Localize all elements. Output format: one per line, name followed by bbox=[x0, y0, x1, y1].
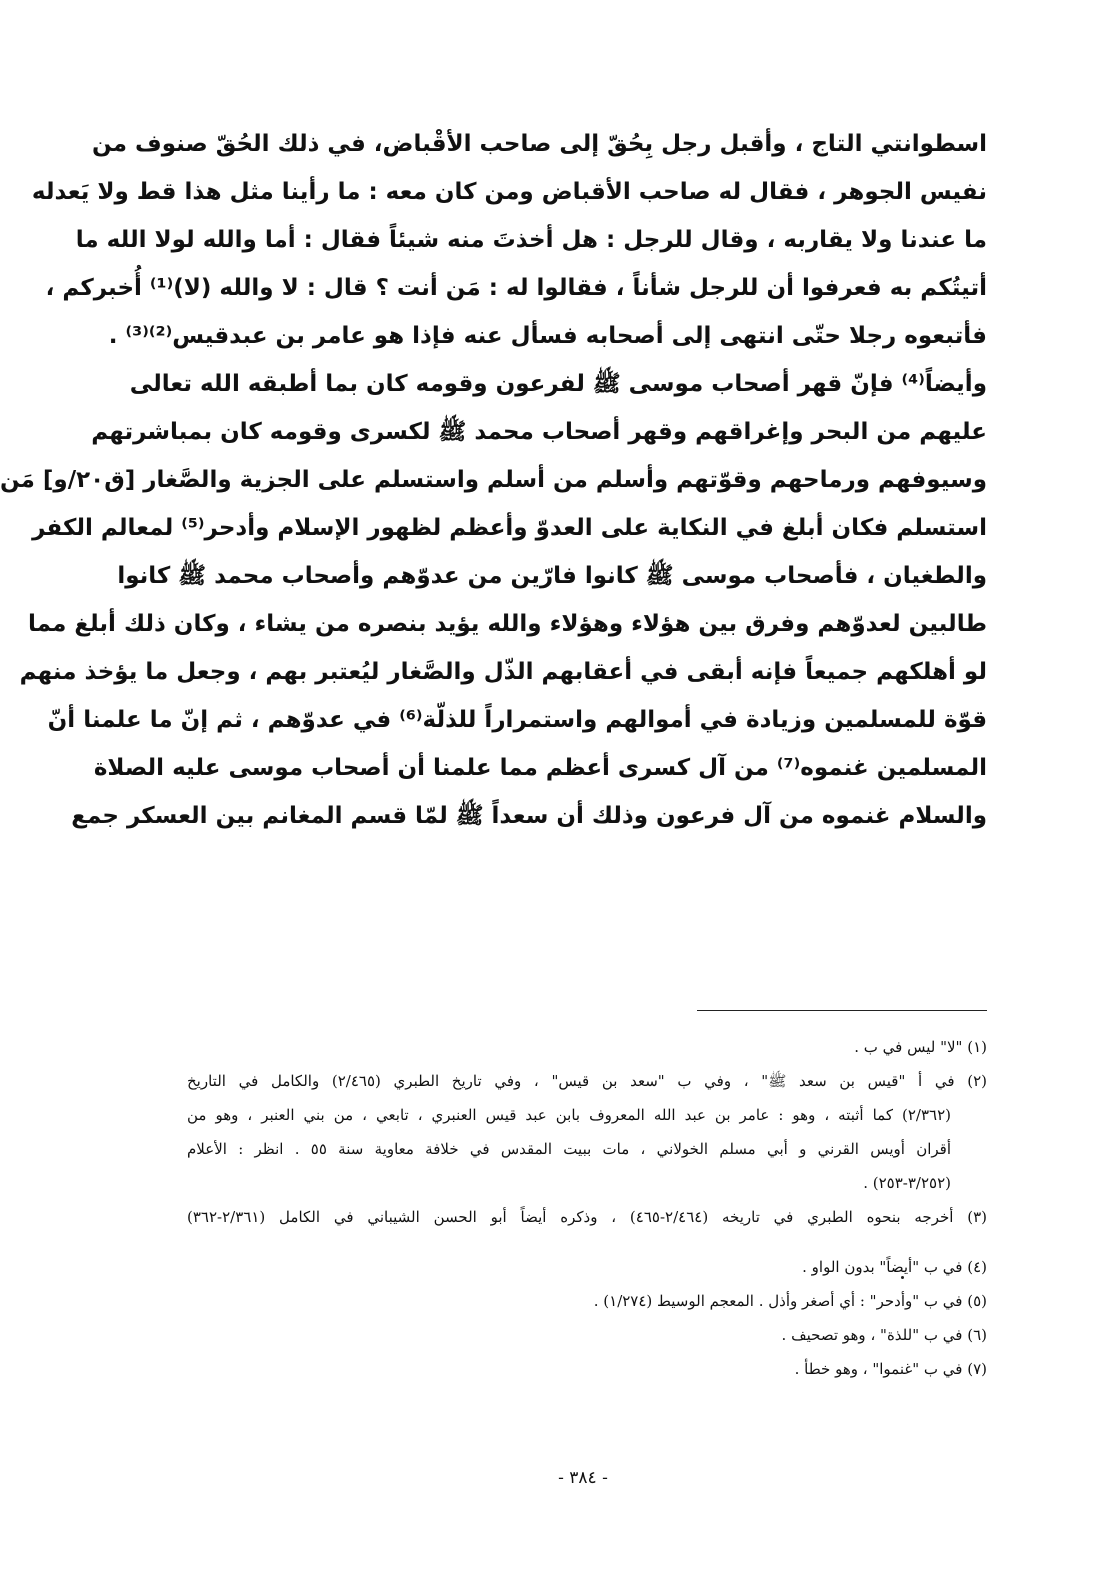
footnote-1: (١) "لا" ليس في ب . bbox=[854, 1038, 987, 1056]
text-line: نفيس الجوهر ، فقال له صاحب الأقباض ومن كان معه : ما رأينا مثل هذا قط ولا يَعدله bbox=[31, 179, 987, 205]
text-line: طالبين لعدوّهم وفرق بين هؤلاء وهؤلاء والله يؤيد بنصره من يشاء ، وكان ذلك أبلغ مما bbox=[28, 611, 987, 637]
text-line: والطغيان ، فأصحاب موسى ﷺ كانوا فارّين من عدوّهم وأصحاب محمد ﷺ كانوا bbox=[117, 563, 987, 589]
footnote-3: (٣) أخرجه بنحوه الطبري في تاريخه (٢/٤٦٤-٤٦٥) ، وذكره أيضاً أبو الحسن الشيباني في الكامل (٢/٣٦١-٣٦٢) bbox=[187, 1208, 987, 1226]
footnotes-section bbox=[187, 1030, 987, 1386]
text-line: لو أهلكهم جميعاً فإنه أبقى في أعقابهم الذّل والصَّغار ليُعتبر بهم ، وجعل ما يؤخذ منهم bbox=[19, 659, 987, 685]
text-line: وأيضاً⁽⁴⁾ فإنّ قهر أصحاب موسى ﷺ لفرعون وقومه كان بما أطبقه الله تعالى bbox=[129, 371, 987, 397]
text-line: اسطوانتي التاج ، وأقبل رجل بِحُقّ إلى صاحب الأقْباض، في ذلك الحُقّ صنوف من bbox=[92, 131, 987, 157]
print-mark bbox=[901, 1276, 904, 1279]
main-text-body bbox=[0, 120, 987, 840]
footnote-5: (٥) في ب "وأدحر" : أي أصغر وأذل . المعجم الوسيط (١/٢٧٤) . bbox=[593, 1292, 987, 1310]
text-line: أتيتُكم به فعرفوا أن للرجل شأناً ، فقالوا له : مَن أنت ؟ قال : لا والله (لا)⁽¹⁾ أُخبركم ، bbox=[45, 275, 987, 301]
text-line: المسلمين غنموه⁽⁷⁾ من آل كسرى أعظم مما علمنا أن أصحاب موسى عليه الصلاة bbox=[93, 755, 987, 781]
text-line: ما عندنا ولا يقاربه ، وقال للرجل : هل أخذتَ منه شيئاً فقال : أما والله لولا الله ما bbox=[75, 227, 987, 253]
footnote-4: (٤) في ب "أيضاً" بدون الواو . bbox=[802, 1258, 987, 1276]
text-line: وسيوفهم ورماحهم وقوّتهم وأسلم من أسلم واستسلم على الجزية والصَّغار [ق٢٠/و] مَن bbox=[0, 467, 987, 493]
text-line: استسلم فكان أبلغ في النكاية على العدوّ وأعظم لظهور الإسلام وأدحر⁽⁵⁾ لمعالم الكفر bbox=[32, 515, 987, 541]
text-line: قوّة للمسلمين وزيادة في أموالهم واستمراراً للذلّة⁽⁶⁾ في عدوّهم ، ثم إنّ ما علمنا أنّ bbox=[47, 707, 987, 733]
footnote-separator bbox=[697, 1010, 987, 1011]
footnote-2-line-1: (٢) في أ "قيس بن سعد ﷺ" ، وفي ب "سعد بن قيس" ، وفي تاريخ الطبري (٢/٤٦٥) والكامل في التاريخ bbox=[187, 1072, 987, 1090]
footnote-6: (٦) في ب "للذة" ، وهو تصحيف . bbox=[781, 1326, 987, 1344]
text-line: فأتبعوه رجلا حتّى انتهى إلى أصحابه فسأل عنه فإذا هو عامر بن عبدقيس⁽²⁾⁽³⁾ . bbox=[108, 323, 987, 349]
footnote-7: (٧) في ب "غنموا" ، وهو خطأ . bbox=[794, 1360, 987, 1378]
page-number: - ٣٨٤ - bbox=[558, 1468, 608, 1488]
footnote-2-line-2: (٢/٣٦٢) كما أثبته ، وهو : عامر بن عبد الله المعروف بابن عبد قيس العنبري ، تابعي ، من بني العنبر ، وهو من bbox=[187, 1106, 951, 1124]
text-line: والسلام غنموه من آل فرعون وذلك أن سعداً ﷺ لمّا قسم المغانم بين العسكر جمع bbox=[71, 803, 987, 829]
footnote-2-line-3: أقران أويس القرني و أبي مسلم الخولاني ، مات ببيت المقدس في خلافة معاوية سنة ٥٥ . انظر : الأعلام bbox=[187, 1140, 951, 1158]
text-line: عليهم من البحر وإغراقهم وقهر أصحاب محمد ﷺ لكسرى وقومه كان بمباشرتهم bbox=[91, 419, 987, 445]
footnote-2-line-4: (٣/٢٥٢-٢٥٣) . bbox=[863, 1174, 951, 1192]
